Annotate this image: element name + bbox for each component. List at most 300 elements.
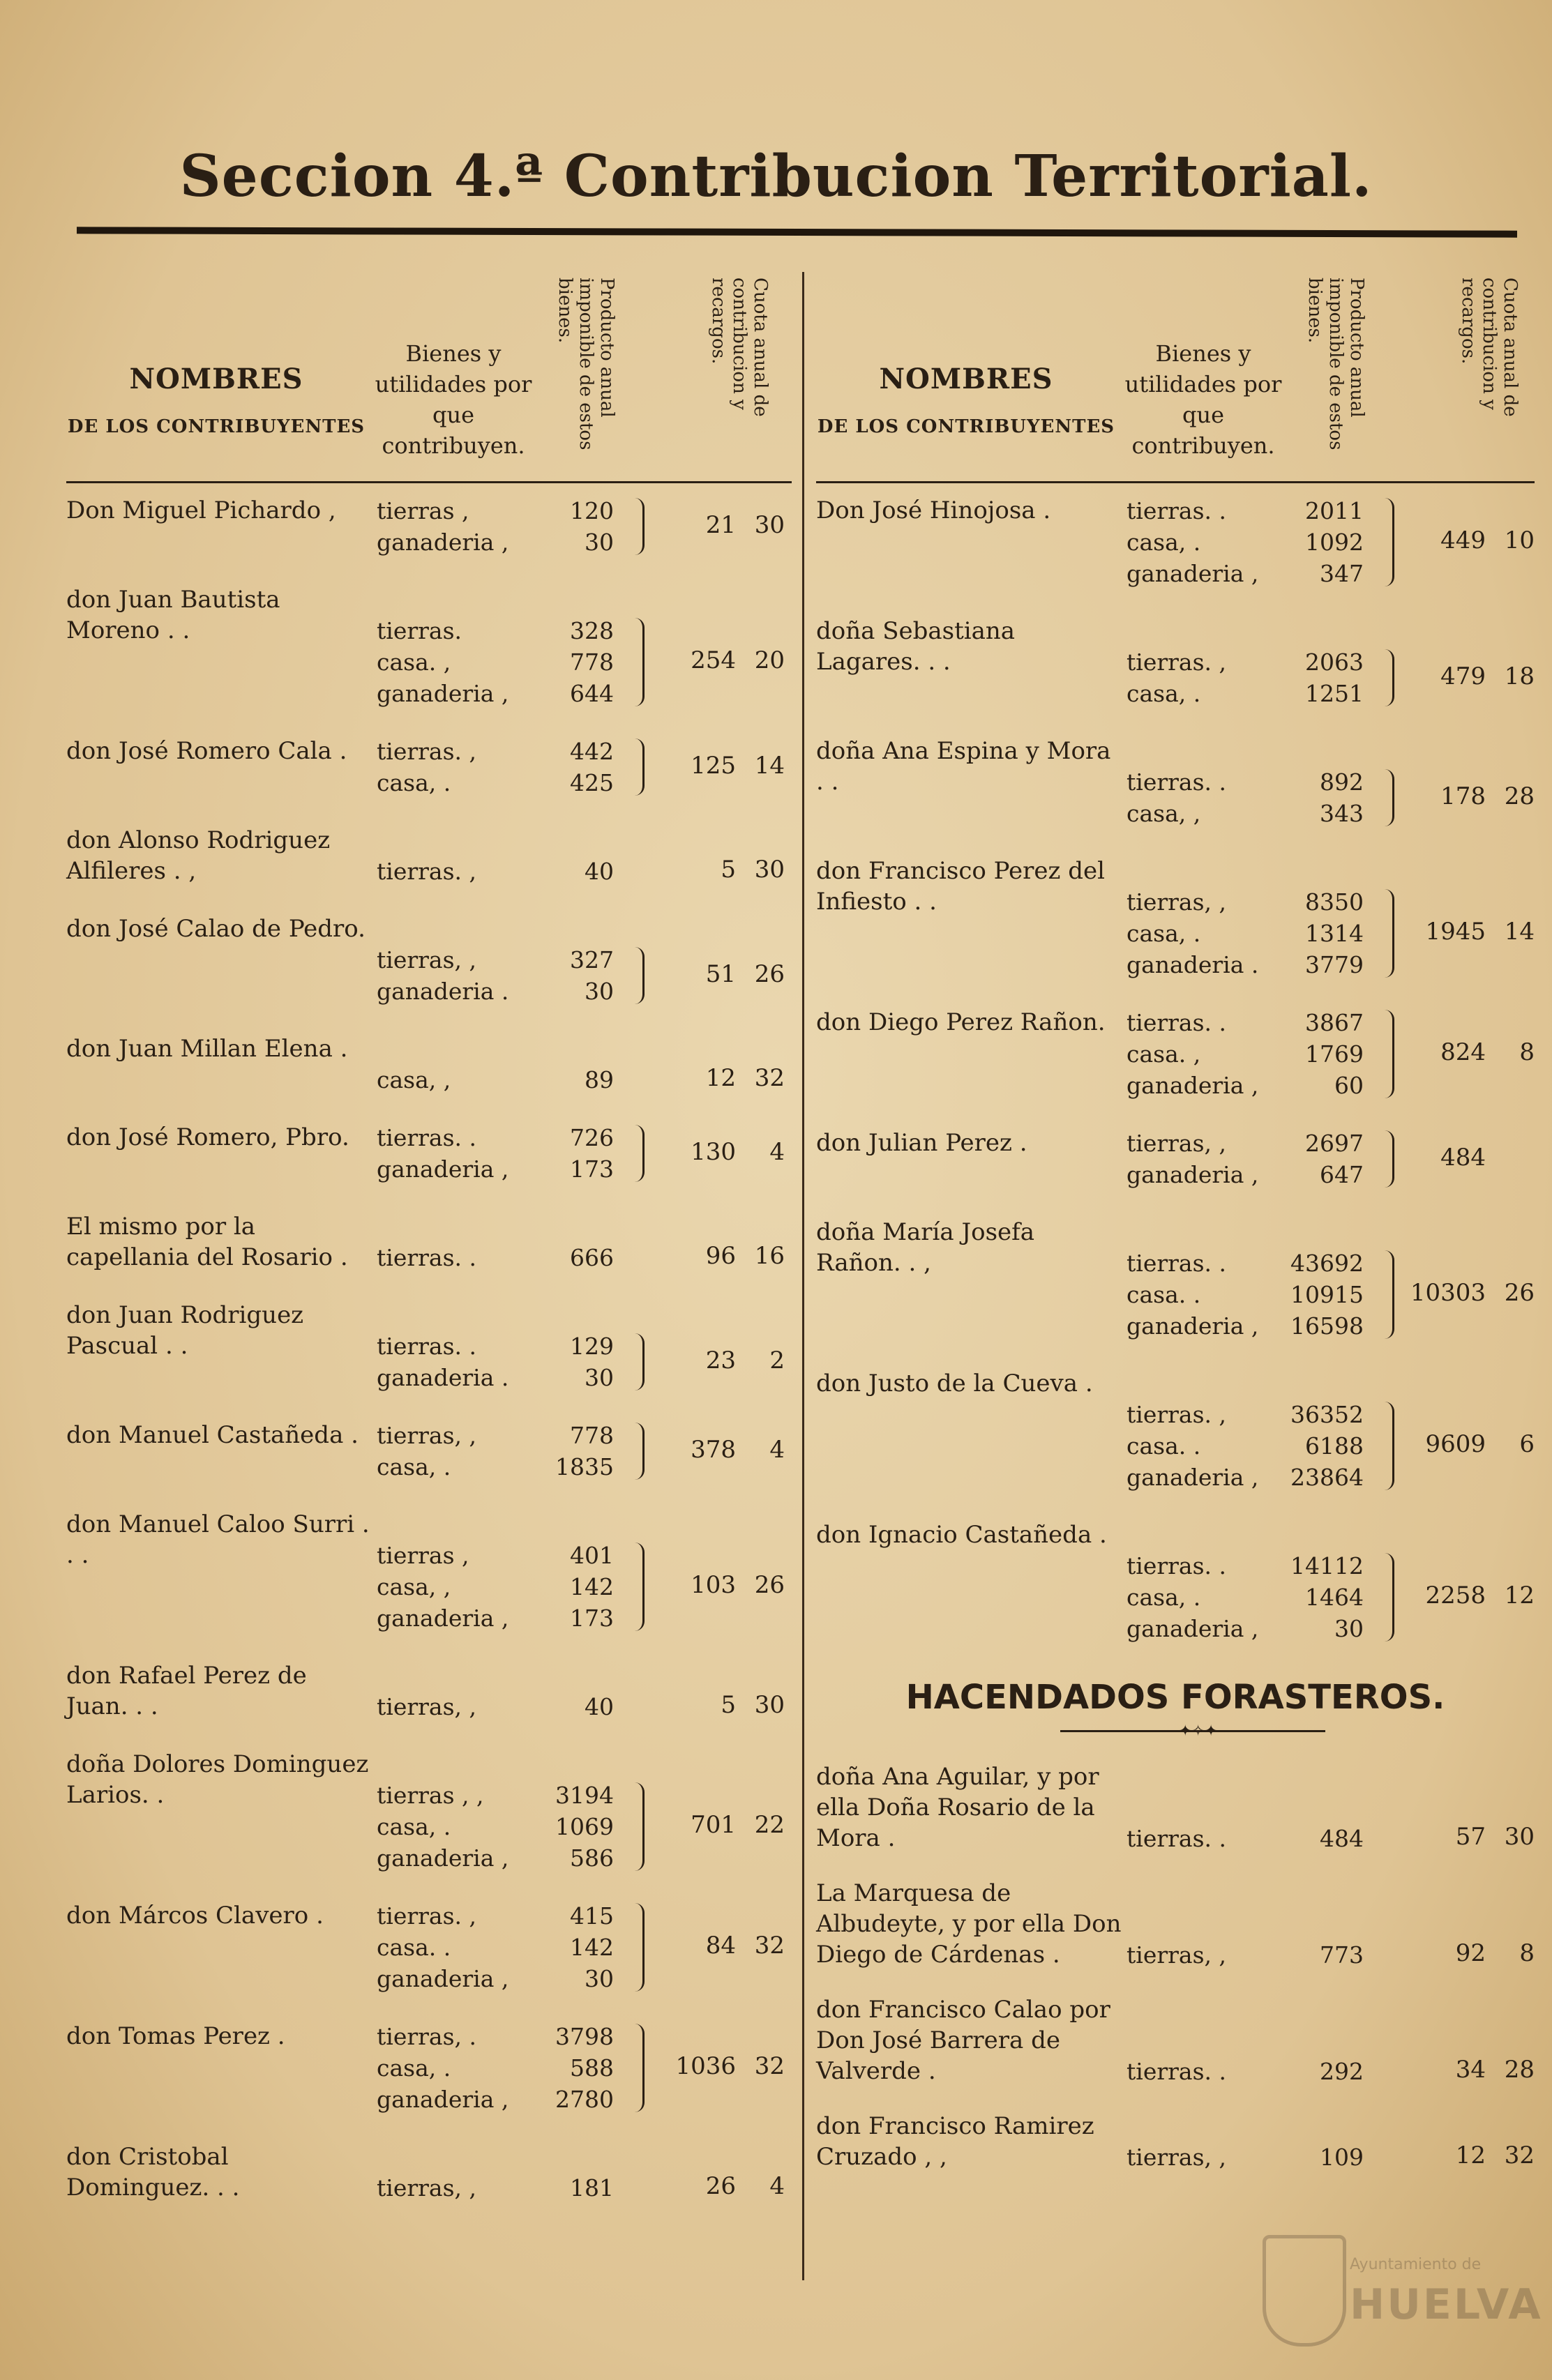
property-item [377, 1064, 628, 1096]
property-items [377, 1540, 628, 1634]
property-type: casa, . [1127, 529, 1201, 556]
property-type: casa, , [377, 1066, 451, 1093]
property-type: tierras. , [1127, 649, 1226, 676]
property-item [1127, 526, 1378, 558]
property-type: tierras, , [377, 1422, 476, 1449]
property-type: casa, . [1127, 1584, 1201, 1611]
brace [1383, 1010, 1394, 1098]
brace [633, 1423, 645, 1480]
property-value: 16598 [1290, 1312, 1364, 1340]
property-item [377, 1331, 628, 1362]
brace [1383, 1402, 1394, 1490]
names-header [816, 363, 1116, 437]
property-type: tierras, , [1127, 1130, 1226, 1157]
quota-maravedis: 32 [754, 1064, 785, 1092]
quota-reales: 51 [705, 960, 736, 988]
property-value: 109 [1320, 2144, 1364, 2171]
property-items [377, 1331, 628, 1393]
property-type: tierras, , [377, 2174, 476, 2201]
quota-reales: 96 [705, 1242, 736, 1270]
property-type: casa, . [377, 2054, 451, 2082]
property-value: 726 [570, 1124, 614, 1151]
page-title: Seccion 4.ª Contribucion Territorial. [179, 143, 1373, 210]
property-item [1127, 1399, 1378, 1430]
title-rule [77, 227, 1517, 237]
brace [633, 738, 645, 796]
contributor-name: don Francisco Ramirez Cruzado , , [816, 2112, 1094, 2171]
left-column [66, 272, 792, 2338]
property-item [1127, 1430, 1378, 1462]
property-item [1127, 949, 1378, 980]
brace [633, 618, 645, 706]
property-item [1127, 1462, 1378, 1493]
quota-reales: 34 [1455, 2056, 1486, 2084]
property-type: tierras, , [1127, 2144, 1226, 2171]
property-item [1127, 1939, 1378, 1971]
property-type: tierras. . [1127, 1009, 1226, 1036]
quota-maravedis: 30 [754, 510, 785, 539]
property-item [377, 976, 628, 1007]
property-items [1127, 1550, 1378, 1644]
annual-quota [1395, 1823, 1542, 1851]
property-value: 442 [570, 738, 614, 765]
property-value: 1769 [1305, 1040, 1364, 1068]
quota-maravedis: 4 [769, 1435, 785, 1464]
property-value: 36352 [1290, 1401, 1364, 1428]
property-value: 425 [570, 769, 614, 796]
property-type: casa, . [377, 769, 451, 796]
property-item [1127, 1550, 1378, 1582]
property-type: tierras, , [377, 1693, 476, 1720]
property-value: 666 [570, 1244, 614, 1271]
property-type: casa, , [1127, 800, 1201, 827]
property-value: 6188 [1305, 1432, 1364, 1460]
property-item [377, 1963, 628, 1994]
quota-maravedis: 32 [754, 1932, 785, 1960]
property-items [1127, 886, 1378, 980]
property-items [377, 1064, 628, 1096]
property-item [1127, 2142, 1378, 2173]
property-type: casa. , [1127, 1040, 1201, 1068]
property-items [1127, 495, 1378, 589]
quota-maravedis: 30 [754, 856, 785, 884]
property-value: 30 [585, 978, 614, 1005]
property-item [1127, 1823, 1378, 1854]
quota-reales: 21 [705, 510, 736, 539]
property-type: tierras. [377, 617, 462, 644]
quota-maravedis: 8 [1519, 1939, 1535, 1967]
brace [1383, 769, 1394, 826]
quota-reales: 26 [705, 2172, 736, 2200]
property-value: 30 [1334, 1615, 1364, 1642]
property-item [1127, 798, 1378, 829]
bienes-header: Bienes y utilidades por que contribuyen. [1124, 340, 1282, 459]
quota-maravedis: 18 [1504, 662, 1535, 690]
property-item [1127, 1128, 1378, 1159]
contributor-name: don Tomas Perez . [66, 2022, 285, 2050]
property-item [377, 944, 628, 976]
property-type: tierras , [377, 497, 469, 524]
contributor-name: don Márcos Clavero . [66, 1902, 324, 1930]
annual-quota [645, 1064, 792, 1092]
property-items [377, 1900, 628, 1994]
annual-quota [1395, 662, 1542, 690]
bienes-header: Bienes y utilidades por que contribuyen. [375, 340, 532, 459]
property-item [377, 1811, 628, 1842]
property-items [377, 736, 628, 798]
quota-maravedis: 2 [769, 1346, 785, 1374]
annual-quota [645, 1242, 792, 1270]
quota-maravedis: 26 [1504, 1279, 1535, 1307]
property-value: 588 [570, 2054, 614, 2082]
quota-maravedis: 30 [754, 1691, 785, 1719]
property-items [377, 615, 628, 709]
producto-header: Producto anual imponible de estos bienes. [1304, 278, 1367, 450]
quota-maravedis: 4 [769, 1137, 785, 1166]
annual-quota [1395, 1144, 1542, 1172]
quota-reales: 824 [1440, 1038, 1486, 1066]
quota-maravedis: 4 [769, 2172, 785, 2200]
quota-maravedis: 22 [754, 1811, 785, 1839]
brace [633, 1333, 645, 1390]
property-type: casa, . [1127, 920, 1201, 947]
ornament-icon: ✦✧✦ [1179, 1722, 1218, 1740]
property-value: 40 [585, 858, 614, 885]
property-type: tierras. , [377, 858, 476, 885]
property-value: 327 [570, 946, 614, 973]
contributor-name: Don Miguel Pichardo , [66, 497, 336, 524]
annual-quota [645, 1571, 792, 1599]
quota-reales: 125 [691, 751, 736, 780]
quota-reales: 1945 [1425, 918, 1486, 946]
contributor-name: La Marquesa de Albudeyte, y por ella Don Diego de Cárdenas . [816, 1879, 1122, 1969]
property-value: 23864 [1290, 1464, 1364, 1491]
property-type: casa, . [377, 1813, 451, 1840]
property-value: 484 [1320, 1825, 1364, 1852]
property-items [377, 1780, 628, 1874]
contributor-name: don Diego Perez Rañon. [816, 1008, 1106, 1036]
annual-quota [645, 1347, 792, 1374]
annual-quota [645, 856, 792, 884]
property-type: casa, . [1127, 680, 1201, 707]
property-value: 292 [1320, 2058, 1364, 2085]
property-type: casa, . [377, 1453, 451, 1480]
annual-quota [1395, 782, 1542, 810]
property-value: 343 [1320, 800, 1364, 827]
property-value: 129 [570, 1333, 614, 1360]
property-items [1127, 2142, 1378, 2173]
property-value: 89 [585, 1066, 614, 1093]
property-item [377, 1153, 628, 1185]
column-divider [802, 272, 804, 2280]
property-value: 142 [570, 1573, 614, 1600]
property-item [377, 1932, 628, 1963]
left-header [66, 272, 792, 483]
quota-maravedis: 32 [754, 2052, 785, 2080]
property-item [1127, 1613, 1378, 1644]
property-value: 647 [1320, 1161, 1364, 1188]
quota-maravedis: 26 [754, 1571, 785, 1599]
property-value: 347 [1320, 560, 1364, 587]
property-items [1127, 1248, 1378, 1342]
property-item [1127, 1038, 1378, 1070]
property-value: 3798 [555, 2023, 614, 2050]
property-value: 3194 [555, 1782, 614, 1809]
property-item [1127, 646, 1378, 678]
property-type: tierras. . [377, 1124, 476, 1151]
brace [1383, 889, 1394, 978]
producto-header: Producto anual imponible de estos bienes. [555, 278, 617, 450]
annual-quota [1395, 918, 1542, 946]
contributor-name: don José Calao de Pedro. [66, 915, 366, 943]
property-type: ganaderia , [1127, 1161, 1259, 1188]
property-items [1127, 1823, 1378, 1854]
property-item [1127, 558, 1378, 589]
annual-quota [645, 1691, 792, 1719]
quota-maravedis: 6 [1519, 1430, 1535, 1458]
property-type: tierras , [377, 1542, 469, 1569]
property-value: 40 [585, 1693, 614, 1720]
property-items [377, 2172, 628, 2204]
property-type: tierras. , [377, 1902, 476, 1930]
quota-reales: 5 [721, 856, 736, 884]
property-items [1127, 646, 1378, 709]
property-value: 3867 [1305, 1009, 1364, 1036]
quota-reales: 57 [1455, 1823, 1486, 1851]
property-value: 2697 [1305, 1130, 1364, 1157]
property-items [377, 856, 628, 887]
property-type: ganaderia . [377, 978, 509, 1005]
property-type: ganaderia , [1127, 1464, 1259, 1491]
property-type: ganaderia , [1127, 1072, 1259, 1099]
annual-quota [1395, 526, 1542, 554]
quota-reales: 9609 [1425, 1430, 1486, 1458]
property-type: casa, , [377, 1573, 451, 1600]
property-type: ganaderia , [377, 680, 509, 707]
brace [1383, 1553, 1394, 1642]
property-type: tierras. . [1127, 497, 1226, 524]
property-value: 773 [1320, 1941, 1364, 1969]
quota-maravedis: 16 [754, 1242, 785, 1270]
quota-maravedis: 14 [754, 751, 785, 780]
property-item [1127, 1248, 1378, 1279]
contributor-name: doña Ana Espina y Mora . . [816, 737, 1111, 796]
property-item [1127, 886, 1378, 918]
annual-quota [645, 511, 792, 539]
quota-maravedis: 12 [1504, 1582, 1535, 1609]
contribuyentes-label: DE LOS CONTRIBUYENTES [817, 416, 1115, 437]
property-value: 2011 [1305, 497, 1364, 524]
property-type: ganaderia , [377, 1155, 509, 1183]
property-item [377, 678, 628, 709]
contributor-name: don Juan Rodriguez Pascual . . [66, 1301, 304, 1360]
brace [1383, 498, 1394, 586]
annual-quota [645, 1436, 792, 1464]
contributor-name: don Juan Bautista Moreno . . [66, 586, 280, 644]
property-item [377, 1122, 628, 1153]
property-value: 43692 [1290, 1250, 1364, 1277]
contributor-name: don José Romero Cala . [66, 737, 347, 765]
contributor-name: Don José Hinojosa . [816, 497, 1051, 524]
property-item [377, 1900, 628, 1932]
annual-quota [645, 1811, 792, 1839]
property-item [1127, 1582, 1378, 1613]
annual-quota [645, 2172, 792, 2200]
property-item [377, 2172, 628, 2204]
property-value: 644 [570, 680, 614, 707]
property-item [377, 856, 628, 887]
quota-reales: 701 [691, 1811, 736, 1839]
contributor-name: don Manuel Caloo Surri . . . [66, 1510, 370, 1569]
property-item [377, 1451, 628, 1483]
property-item [377, 1242, 628, 1273]
annual-quota [1395, 1430, 1542, 1458]
property-value: 120 [570, 497, 614, 524]
property-value: 1069 [555, 1813, 614, 1840]
property-value: 415 [570, 1902, 614, 1930]
property-type: ganaderia , [1127, 1312, 1259, 1340]
property-type: tierras. . [1127, 1825, 1226, 1852]
quota-reales: 5 [721, 1691, 736, 1719]
property-value: 2780 [555, 2086, 614, 2113]
contributor-name: don Alonso Rodriguez Alfileres . , [66, 826, 331, 885]
property-type: tierras, . [377, 2023, 476, 2050]
property-type: tierras, , [377, 946, 476, 973]
property-type: tierras. . [1127, 1250, 1226, 1277]
property-item [1127, 918, 1378, 949]
cuota-header: Cuota anual de contribucion y recargos. [708, 278, 771, 417]
annual-quota [645, 646, 792, 674]
contributor-name: don Francisco Perez del Infiesto . . [816, 857, 1105, 916]
property-type: tierras. . [377, 1333, 476, 1360]
property-type: ganaderia , [1127, 1615, 1259, 1642]
forasteros-heading: HACENDADOS FORASTEROS. [905, 1678, 1445, 1717]
property-item [377, 2084, 628, 2115]
property-item [377, 1842, 628, 1874]
property-item [377, 2052, 628, 2084]
contributor-name: don Ignacio Castañeda . [816, 1521, 1107, 1549]
property-items [377, 1122, 628, 1185]
huelva-seal [1263, 2235, 1543, 2340]
quota-reales: 178 [1440, 782, 1486, 810]
property-type: tierras. , [1127, 1401, 1226, 1428]
property-item [377, 736, 628, 767]
property-value: 1464 [1305, 1584, 1364, 1611]
quota-maravedis: 26 [754, 960, 785, 988]
property-value: 401 [570, 1542, 614, 1569]
brace [1383, 649, 1394, 706]
property-item [1127, 2056, 1378, 2087]
brace [633, 947, 645, 1004]
property-items [377, 495, 628, 558]
property-value: 328 [570, 617, 614, 644]
property-value: 173 [570, 1605, 614, 1632]
contribuyentes-label: DE LOS CONTRIBUYENTES [67, 416, 366, 437]
quota-maravedis: 8 [1519, 1038, 1535, 1066]
property-item [1127, 1310, 1378, 1342]
annual-quota [1395, 1939, 1542, 1967]
property-item [377, 615, 628, 646]
contributor-name: don Cristobal Dominguez. . . [66, 2143, 240, 2201]
annual-quota [1395, 1038, 1542, 1066]
property-item [377, 1362, 628, 1393]
brace [633, 498, 645, 555]
property-item [377, 1571, 628, 1602]
property-value: 1835 [555, 1453, 614, 1480]
contributor-name: doña Ana Aguilar, y por ella Doña Rosario de la Mora . [816, 1763, 1099, 1852]
property-type: tierras. . [1127, 2058, 1226, 2085]
cuota-header: Cuota anual de contribucion y recargos. [1458, 278, 1521, 417]
right-header [816, 272, 1535, 483]
annual-quota [1395, 1582, 1542, 1609]
property-type: tierras. , [377, 738, 476, 765]
quota-reales: 378 [691, 1435, 736, 1464]
property-value: 778 [570, 649, 614, 676]
property-item [377, 646, 628, 678]
property-type: ganaderia . [377, 1364, 509, 1391]
contributor-name: don Julian Perez . [816, 1129, 1027, 1157]
brace [1383, 1250, 1394, 1339]
quota-reales: 449 [1440, 526, 1486, 554]
property-value: 8350 [1305, 888, 1364, 916]
annual-quota [1395, 2142, 1542, 2169]
contributor-name: don Francisco Calao por Don José Barrera de Valverde . [816, 1996, 1110, 2085]
property-type: casa. . [1127, 1432, 1201, 1460]
brace [633, 1782, 645, 1871]
property-type: ganaderia , [377, 1965, 509, 1992]
property-items [1127, 1007, 1378, 1101]
quota-reales: 130 [691, 1137, 736, 1166]
property-items [377, 1420, 628, 1483]
contributor-name: don Manuel Castañeda . [66, 1421, 359, 1449]
property-item [377, 526, 628, 558]
property-item [1127, 1159, 1378, 1190]
property-value: 2063 [1305, 649, 1364, 676]
property-value: 3779 [1305, 951, 1364, 978]
annual-quota [645, 1932, 792, 1960]
contributor-name: don Justo de la Cueva . [816, 1370, 1093, 1397]
quota-reales: 12 [1455, 2142, 1486, 2169]
contributor-name: don Juan Millan Elena . [66, 1035, 348, 1063]
nombres-label: NOMBRES [879, 363, 1053, 395]
property-item [1127, 678, 1378, 709]
annual-quota [645, 1138, 792, 1166]
contributor-name: doña Sebastiana Lagares. . . [816, 617, 1016, 676]
annual-quota [645, 2052, 792, 2080]
property-items [377, 1691, 628, 1722]
contributor-name: don José Romero, Pbro. [66, 1123, 349, 1151]
property-value: 30 [585, 529, 614, 556]
property-item [377, 1540, 628, 1571]
quota-maravedis: 28 [1504, 782, 1535, 810]
contributor-name: don Rafael Perez de Juan. . . [66, 1662, 307, 1720]
property-type: ganaderia , [1127, 560, 1259, 587]
quota-reales: 10303 [1410, 1279, 1486, 1307]
brace [633, 1543, 645, 1631]
brace [633, 2024, 645, 2112]
property-value: 14112 [1290, 1552, 1364, 1579]
annual-quota [1395, 1279, 1542, 1307]
property-type: ganaderia . [1127, 951, 1259, 978]
property-type: tierras. . [1127, 768, 1226, 796]
property-type: tierras, , [1127, 1941, 1226, 1969]
quota-reales: 1036 [675, 2052, 736, 2080]
names-header [66, 363, 366, 437]
property-item [377, 2021, 628, 2052]
property-type: casa. . [1127, 1281, 1201, 1308]
property-items [377, 1242, 628, 1273]
quota-reales: 2258 [1425, 1582, 1486, 1609]
